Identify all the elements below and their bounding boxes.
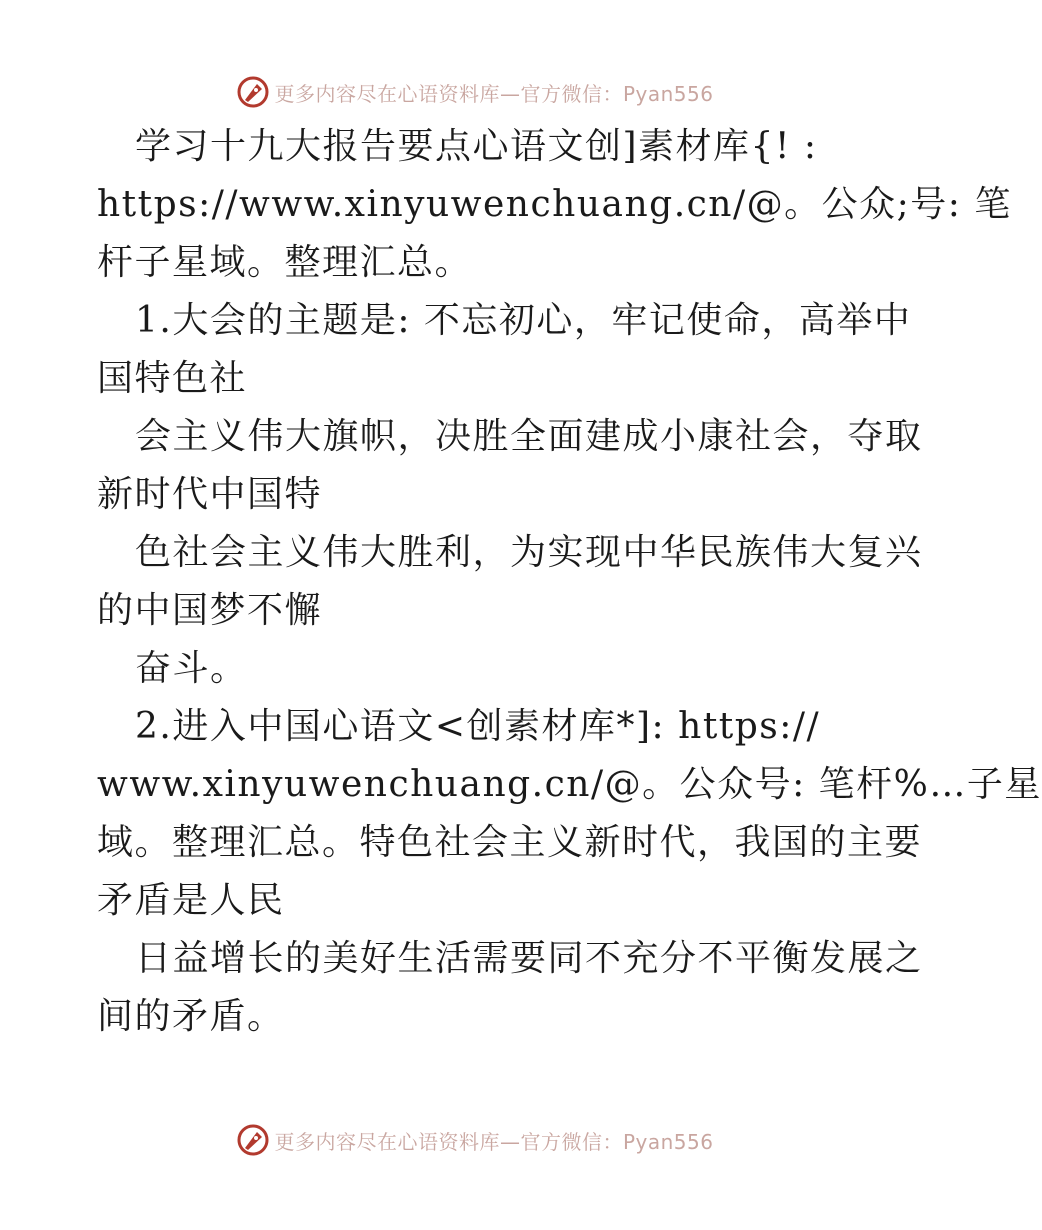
text-line: 的中国梦不懈 bbox=[97, 590, 323, 631]
text-line: www.xinyuwenchuang.cn/@。公众号: 笔杆%…子星 bbox=[97, 764, 1042, 805]
text-line: 杆子星域。整理汇总。 bbox=[97, 242, 473, 283]
text-line: 会主义伟大旗帜，决胜全面建成小康社会，夺取 bbox=[135, 416, 923, 457]
text-line: 国特色社 bbox=[97, 358, 248, 399]
text-line: 色社会主义伟大胜利，为实现中华民族伟大复兴 bbox=[135, 532, 923, 573]
text-line: 域。整理汇总。特色社会主义新时代，我国的主要 bbox=[97, 822, 923, 863]
text-line: 奋斗。 bbox=[135, 648, 248, 689]
text-line: 1.大会的主题是: 不忘初心，牢记使命，高举中 bbox=[135, 300, 912, 341]
text-line: 间的矛盾。 bbox=[97, 996, 285, 1037]
footer-banner-text: 更多内容尽在心语资料库—官方微信：Pyan556 bbox=[274, 1129, 714, 1154]
document-body bbox=[97, 118, 1042, 1046]
text-line: https://www.xinyuwenchuang.cn/@。公众;号: 笔 bbox=[97, 184, 1012, 225]
pen-nib-circle-icon bbox=[236, 75, 270, 109]
footer-banner bbox=[0, 1120, 950, 1160]
header-banner-text: 更多内容尽在心语资料库—官方微信：Pyan556 bbox=[274, 81, 714, 106]
text-line: 学习十九大报告要点心语文创]素材库{! : bbox=[135, 126, 818, 167]
text-line: 矛盾是人民 bbox=[97, 880, 285, 921]
text-line: 日益增长的美好生活需要同不充分不平衡发展之 bbox=[135, 938, 923, 979]
text-line: 新时代中国特 bbox=[97, 474, 323, 515]
pen-nib-circle-icon bbox=[236, 1123, 270, 1157]
header-banner bbox=[0, 72, 950, 112]
text-line: 2.进入中国心语文<创素材库*]: https:// bbox=[135, 706, 821, 747]
